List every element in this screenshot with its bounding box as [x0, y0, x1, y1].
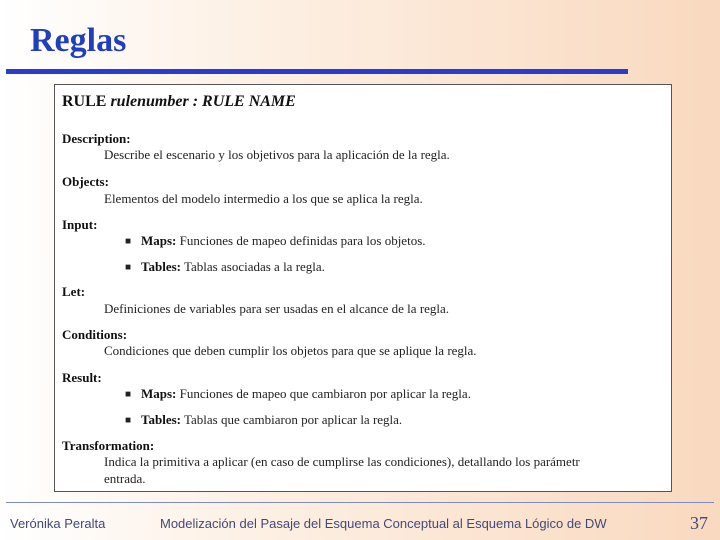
rule-heading [62, 93, 296, 111]
result-maps-label: Maps: [141, 386, 177, 401]
input-tables-label: Tables: [141, 259, 181, 274]
objects-body: Elementos del modelo intermedio a los que se aplica la regla. [104, 191, 423, 206]
rule-name: rulenumber : RULE NAME [110, 93, 296, 110]
rule-template-card [54, 84, 672, 492]
input-maps-text: Funciones de mapeo definidas para los objetos. [179, 233, 426, 248]
bullet-icon: ■ [125, 236, 132, 247]
result-tables-item [125, 412, 402, 428]
result-title: Result: [62, 370, 102, 385]
input-tables-item [125, 259, 325, 275]
input-tables-text: Tablas asociadas a la regla. [184, 259, 325, 274]
footer-divider [6, 502, 714, 503]
page-number: 37 [690, 513, 708, 533]
result-tables-label: Tables: [141, 412, 181, 427]
transformation-body-line1: Indica la primitiva a aplicar (en caso de cumplirse las condiciones), detallando los parámetr [104, 454, 580, 469]
bullet-icon: ■ [125, 415, 132, 426]
description-title: Description: [62, 131, 131, 146]
footer-author: Verónika Peralta [10, 516, 106, 531]
result-tables-text: Tablas que cambiaron por aplicar la regla. [184, 412, 403, 427]
conditions-title: Conditions: [62, 327, 128, 342]
slide-title: Reglas [30, 22, 127, 59]
rule-keyword: RULE [62, 93, 107, 110]
conditions-body: Condiciones que deben cumplir los objetos para que se aplique la regla. [104, 343, 477, 358]
bullet-icon: ■ [125, 389, 132, 400]
objects-title: Objects: [62, 174, 109, 189]
input-title: Input: [62, 217, 98, 232]
result-maps-text: Funciones de mapeo que cambiaron por aplicar la regla. [179, 386, 471, 401]
bullet-icon: ■ [125, 262, 132, 273]
footer-course: Modelización del Pasaje del Esquema Conceptual al Esquema Lógico de DW [160, 516, 607, 531]
description-body: Describe el escenario y los objetivos para la aplicación de la regla. [104, 147, 450, 162]
result-maps-item [125, 386, 471, 402]
title-underline [6, 69, 628, 74]
input-maps-label: Maps: [141, 233, 177, 248]
let-body: Definiciones de variables para ser usadas en el alcance de la regla. [104, 301, 450, 316]
transformation-title: Transformation: [62, 438, 155, 453]
transformation-body-line2: entrada. [104, 471, 146, 486]
input-maps-item [125, 233, 426, 249]
let-title: Let: [62, 284, 86, 299]
